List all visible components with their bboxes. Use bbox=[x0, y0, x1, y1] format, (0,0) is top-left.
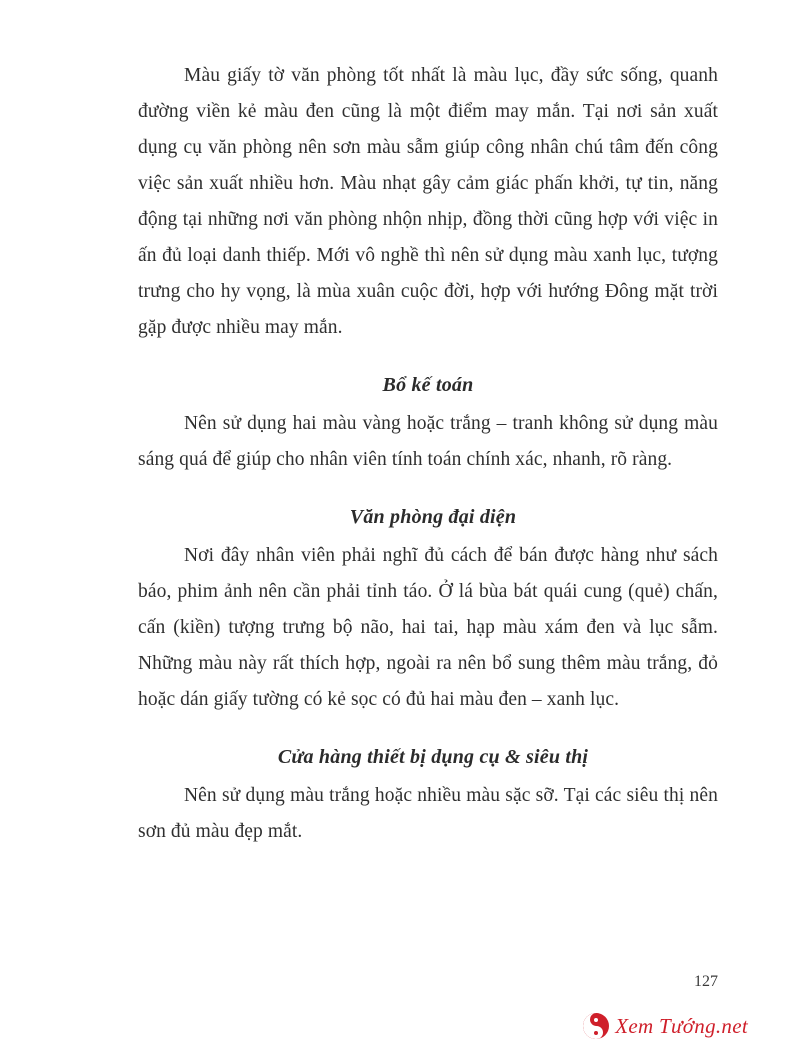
watermark-label: Xem Tướng.net bbox=[615, 1013, 748, 1038]
section-heading-accounting: Bổ kế toán bbox=[382, 374, 474, 396]
paragraph-2: Nên sử dụng hai màu vàng hoặc trắng – tranh không sử dụng màu sáng quá để giúp cho nhân viên tính toán chính xác, nhanh, rõ ràng. bbox=[138, 413, 718, 470]
watermark bbox=[583, 1013, 748, 1039]
yin-yang-dot-light bbox=[594, 1018, 598, 1022]
paragraph-3: Nơi đây nhân viên phải nghĩ đủ cách để bán được hàng như sách báo, phim ảnh nên cần phải tỉnh táo. Ở lá bùa bát quái cung (quẻ) chấn, cấn (kiền) tượng trưng bộ não, hai tai, hạp màu xám đen và lục sẫm. Những màu này rất thích hợp, ngoài ra nên bổ sung thêm màu trắng, đỏ hoặc dán giấy tường có kẻ sọc có đủ hai màu đen – xanh lục. bbox=[138, 545, 718, 710]
section-heading-store-supermarket: Cửa hàng thiết bị dụng cụ & siêu thị bbox=[277, 746, 589, 768]
page-text-column bbox=[138, 58, 718, 850]
page-number: 127 bbox=[694, 973, 718, 990]
yin-yang-icon bbox=[583, 1013, 609, 1039]
yin-yang-dot-dark bbox=[594, 1031, 598, 1035]
paragraph-1: Màu giấy tờ văn phòng tốt nhất là màu lục, đầy sức sống, quanh đường viền kẻ màu đen cũng là một điểm may mắn. Tại nơi sản xuất dụng cụ văn phòng nên sơn màu sẫm giúp công nhân chú tâm đến công việc sản xuất nhiều hơn. Màu nhạt gây cảm giác phấn khởi, tự tin, năng động tại những nơi văn phòng nhộn nhịp, đồng thời cũng hợp với việc in ấn đủ loại danh thiếp. Mới vô nghề thì nên sử dụng màu xanh lục, tượng trưng cho hy vọng, là mùa xuân cuộc đời, hợp với hướng Đông mặt trời gặp được nhiều may mắn. bbox=[138, 65, 718, 338]
paragraph-4: Nên sử dụng màu trắng hoặc nhiều màu sặc sỡ. Tại các siêu thị nên sơn đủ màu đẹp mắt. bbox=[138, 785, 718, 842]
section-heading-representative-office: Văn phòng đại diện bbox=[349, 506, 517, 528]
